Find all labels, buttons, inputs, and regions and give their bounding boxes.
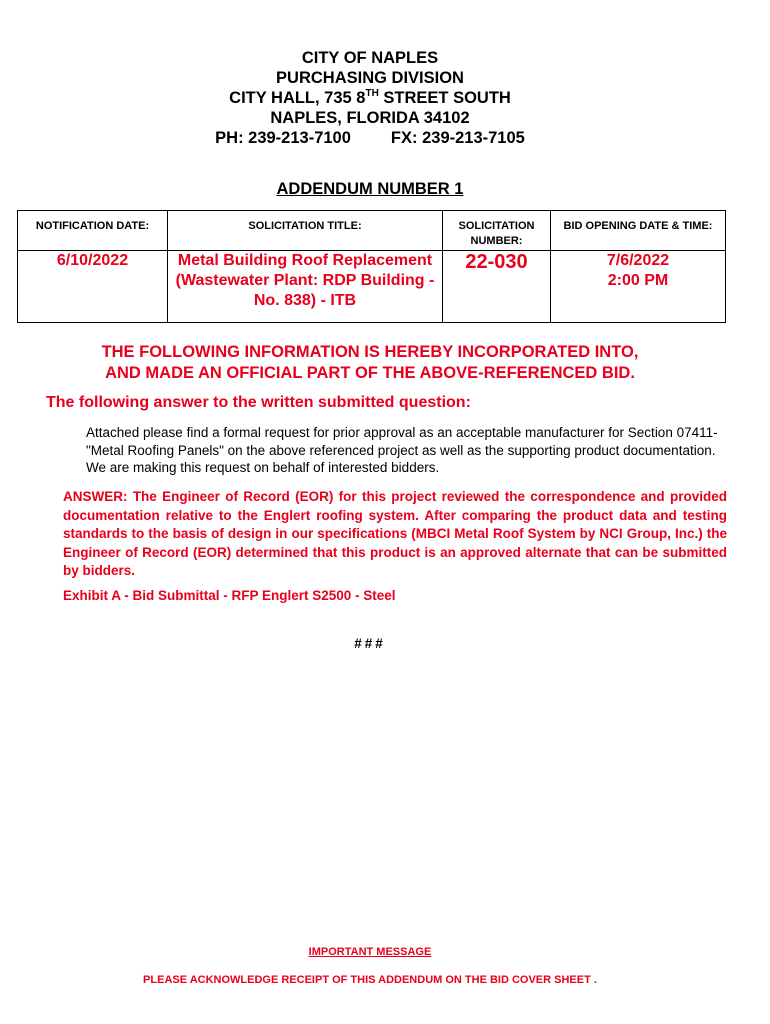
incorporation-line-2: AND MADE AN OFFICIAL PART OF THE ABOVE-REFERENCED BID. [105,364,635,382]
fax-number: FX: 239-213-7105 [390,129,525,147]
answer-text: ANSWER: The Engineer of Record (EOR) for this project reviewed the correspondence and provided documentation relative to the Englert roofing system. After comparing the product data and testing standards to the basis of design in our specifications (MBCI Metal Roof System by NCI Group, Inc.) the Engineer of Record (EOR) determined that this product is an approved alternate that can be submitted by bidders. [63,489,727,578]
acknowledge-notice: PLEASE ACKNOWLEDGE RECEIPT OF THIS ADDENDUM ON THE BID COVER SHEET . [143,974,597,986]
notification-date-label: NOTIFICATION DATE: [18,211,168,251]
street-address [0,88,740,108]
exhibit-reference: Exhibit A - Bid Submittal - RFP Englert S2500 - Steel [63,588,396,603]
bid-opening-label: BID OPENING DATE & TIME: [551,211,726,251]
question-body: Attached please find a formal request for prior approval as an acceptable manufacturer for Section 07411- "Metal Roofing Panels" on the above referenced project as well as the supporting product documentation. We are making this request on behalf of interested bidders. [86,425,718,475]
letterhead [0,48,740,148]
bid-time: 2:00 PM [607,272,669,289]
important-message: IMPORTANT MESSAGE [308,946,432,958]
phone-number: PH: 239-213-7100 [215,129,351,147]
incorporation-line-1: THE FOLLOWING INFORMATION IS HEREBY INCORPORATED INTO, [101,343,639,361]
division-name: PURCHASING DIVISION [276,69,464,87]
address-post: STREET SOUTH [378,89,511,107]
solicitation-info-table [17,210,726,323]
solicitation-number-value: 22-030 [443,251,551,323]
bid-opening-value [551,251,726,323]
address-sup: TH [365,87,379,99]
city-name: CITY OF NAPLES [301,49,439,67]
contact-numbers [0,128,740,148]
question-heading: The following answer to the written submitted question: [46,394,471,411]
incorporation-notice [0,342,740,384]
end-marks: ### [354,636,386,651]
solicitation-title-value: Metal Building Roof Replacement (Wastewater Plant: RDP Building - No. 838) - ITB [168,251,443,323]
city-state-zip: NAPLES, FLORIDA 34102 [270,109,470,127]
solicitation-number-label: SOLICITATION NUMBER: [443,211,551,251]
solicitation-title-label: SOLICITATION TITLE: [168,211,443,251]
address-pre: CITY HALL, 735 8 [229,89,366,107]
bid-date: 7/6/2022 [606,252,670,269]
addendum-title: ADDENDUM NUMBER 1 [276,180,464,198]
notification-date-value: 6/10/2022 [18,251,168,323]
